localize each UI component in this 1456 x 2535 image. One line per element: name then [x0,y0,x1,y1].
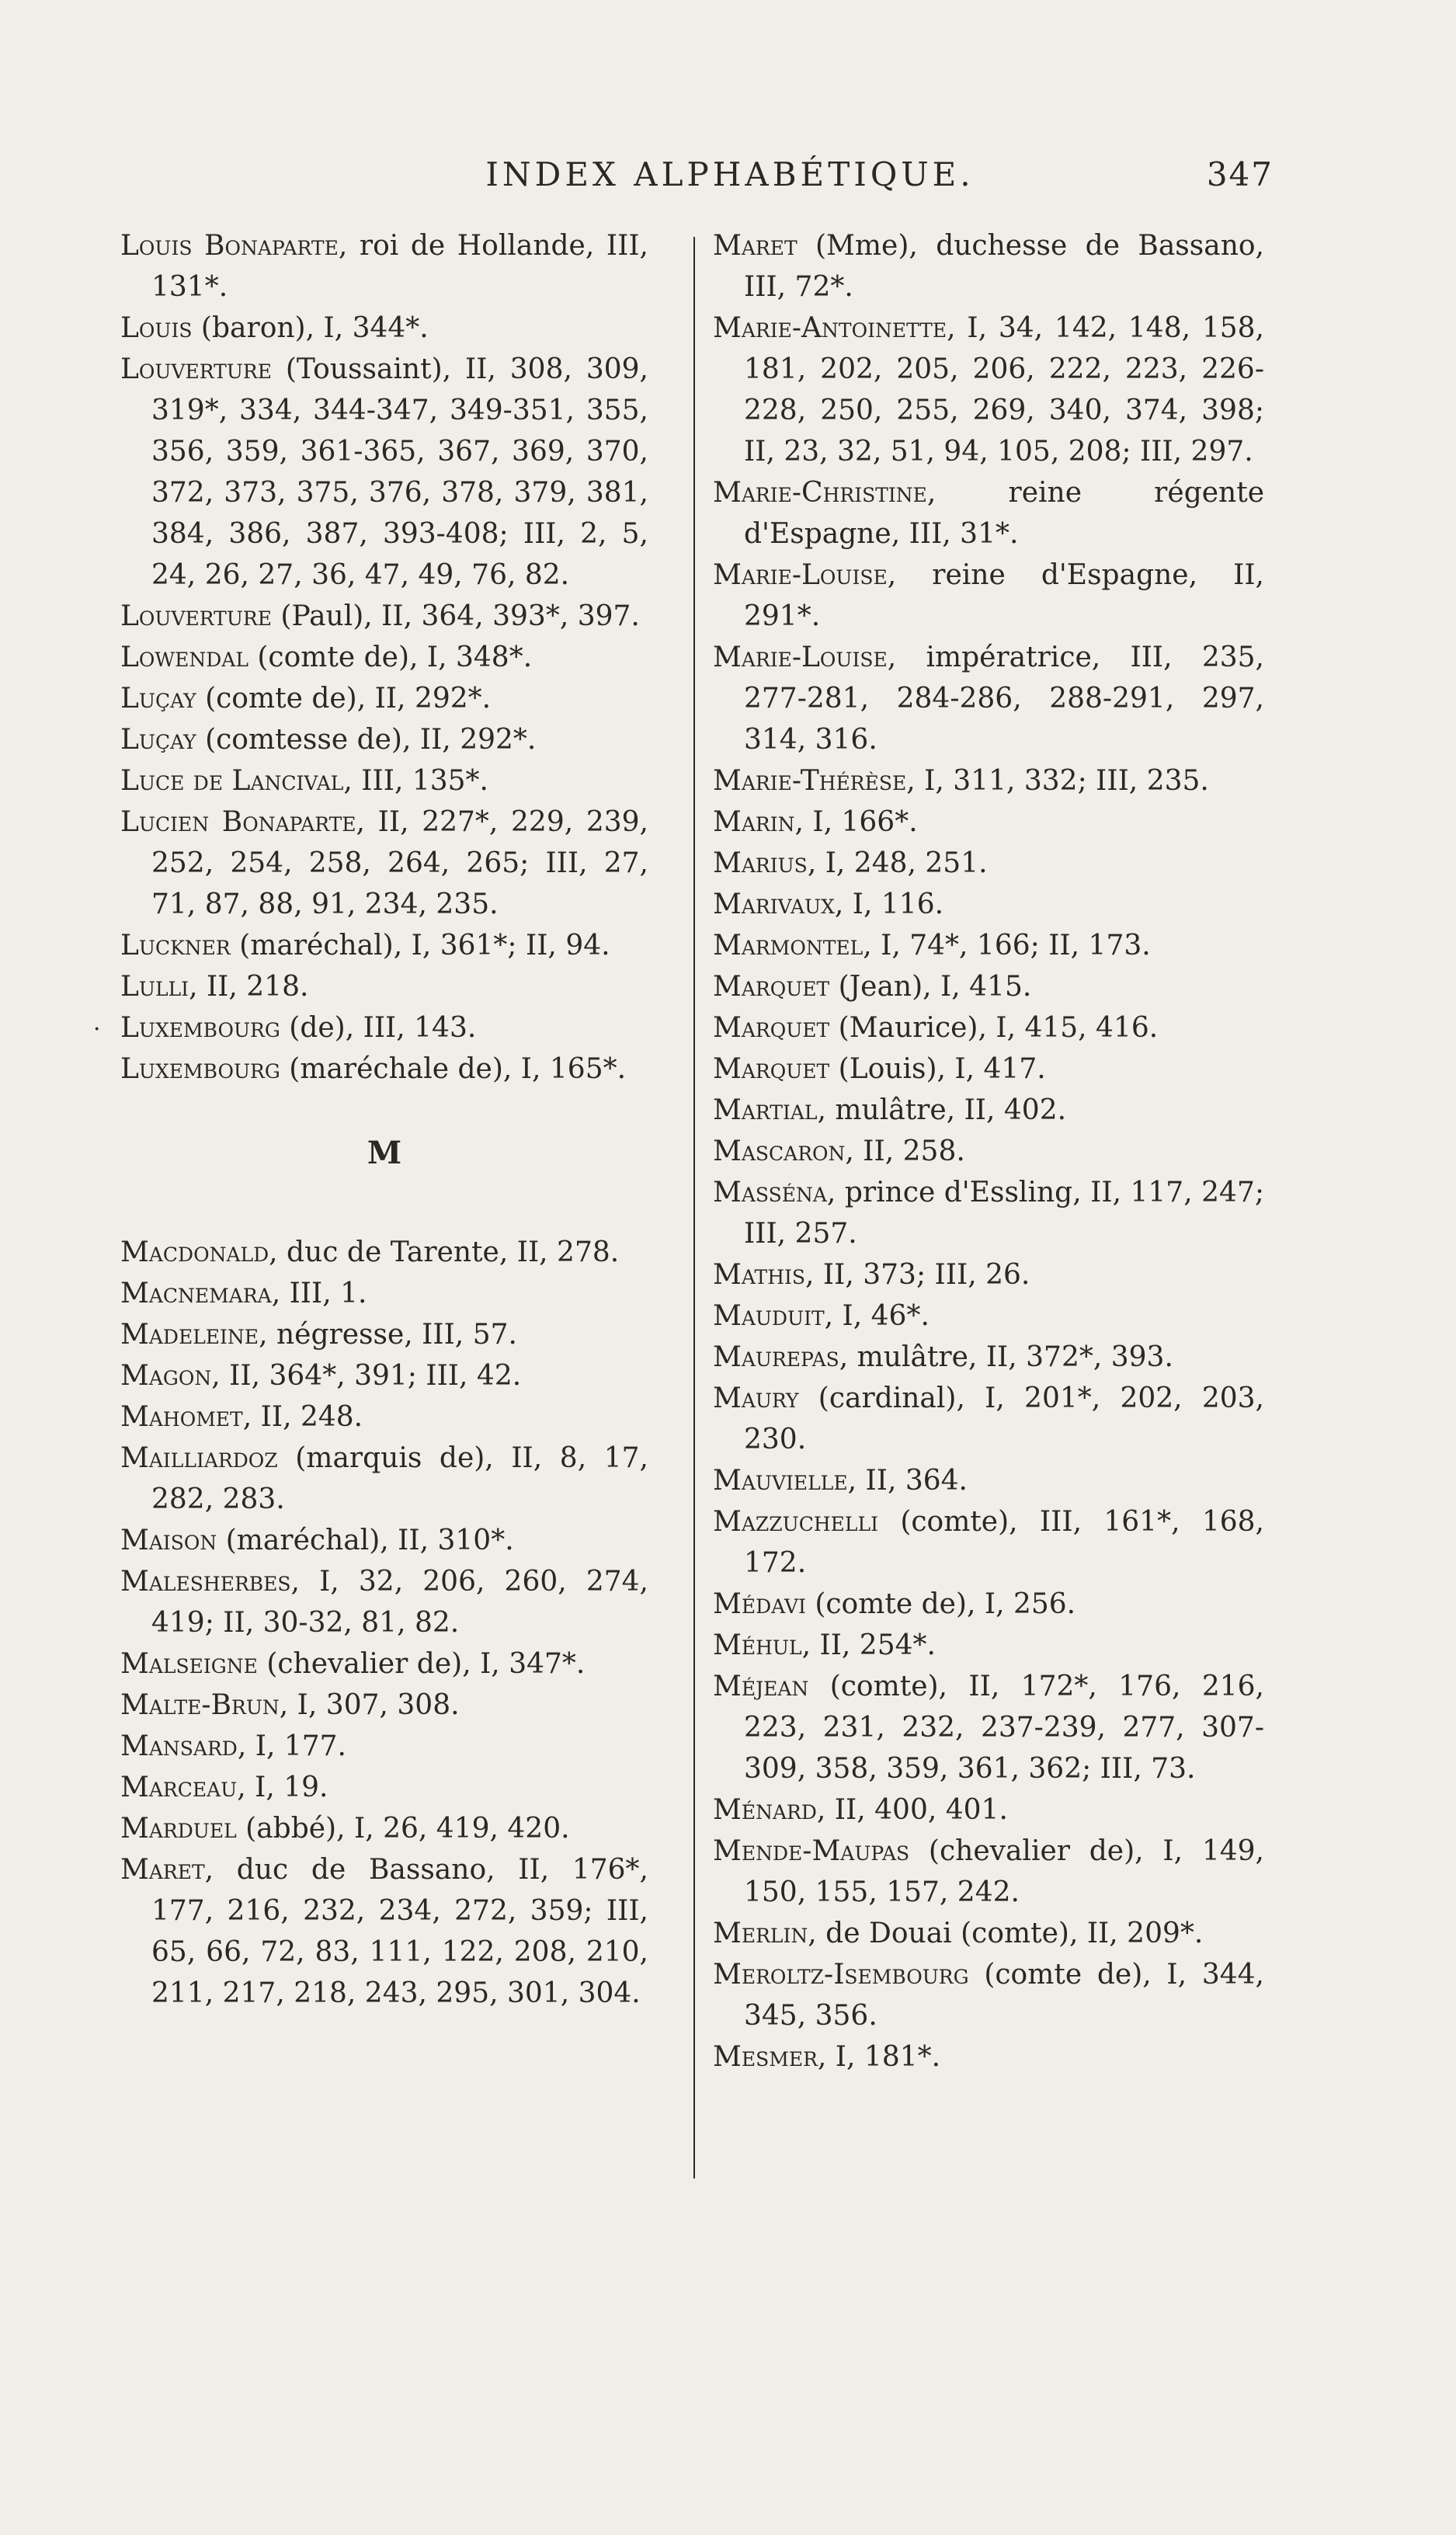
index-entry [713,637,1264,760]
entry-name: Lulli [120,971,189,1003]
index-entry [713,966,1264,1007]
index-entry [120,637,648,678]
index-entry [120,225,648,308]
entry-name: Mahomet [120,1401,243,1433]
entry-references: (baron), I, 344*. [192,312,429,344]
index-entry [713,1090,1264,1131]
entry-references: , I, 32, 206, 260, 274, 419; II, 30-32, 81, 82. [151,1566,648,1639]
entry-references: , de Douai (comte), II, 209*. [808,1918,1204,1949]
entry-references: , impératrice, III, 235, 277-281, 284-286, 288-291, 297, 314, 316. [744,642,1264,756]
index-entry [713,1048,1264,1090]
index-entry [120,1048,648,1090]
index-entry [120,1685,648,1726]
entry-references: , roi de Hollande, III, 131*. [151,230,648,303]
entry-name: Méhul [713,1629,802,1661]
index-entry [713,1295,1264,1337]
index-entry [713,1460,1264,1501]
entry-name: Mazzuchelli [713,1506,878,1538]
left-entries-m [120,1232,648,2014]
entry-name: Maret [120,1854,205,1886]
entry-references: (Louis), I, 417. [829,1053,1046,1085]
entry-references: , I, 307, 308. [279,1689,460,1721]
entry-references: , mulâtre, II, 402. [817,1094,1067,1126]
index-entry [120,1396,648,1438]
index-entry [713,802,1264,843]
entry-name: Louverture [120,353,272,385]
entry-references: , II, 218. [189,971,309,1003]
index-entry [713,843,1264,884]
entry-references: , I, 19. [237,1772,328,1803]
index-entry [120,349,648,596]
page-header [109,155,1274,210]
entry-references: , II, 364*, 391; III, 42. [211,1360,522,1392]
entry-name: Mende-Maupas [713,1835,910,1867]
entry-name: Marduel [120,1813,237,1845]
entry-name: Malte-Brun [120,1689,280,1721]
index-entry [120,1273,648,1314]
index-entry [120,1849,648,2014]
index-entry [120,802,648,925]
entry-name: Malesherbes [120,1566,291,1598]
entry-name: Luçay [120,683,196,715]
page-number: 347 [1206,155,1274,193]
entry-name: Lucien Bonaparte [120,806,356,838]
entry-name: Marie-Louise [713,642,888,673]
entry-references: (abbé), I, 26, 419, 420. [236,1813,570,1845]
entry-name: Luçay [120,724,196,756]
entry-references: , I, 46*. [824,1300,930,1332]
entry-name: Mansard [120,1730,238,1762]
entry-references: (comte de), I, 256. [805,1588,1076,1620]
entry-name: Marie-Thérèse [713,765,907,797]
entry-name: Louis Bonaparte [120,230,339,262]
entry-name: Mauvielle [713,1465,848,1497]
index-entry [120,1561,648,1643]
index-entry [713,1378,1264,1460]
index-entry [713,1625,1264,1666]
entry-references: , II, 258. [845,1135,965,1167]
index-entry [713,1789,1264,1831]
entry-references: (comte de), I, 344, 345, 356. [744,1959,1264,2032]
index-entry [713,225,1264,308]
entry-references: , I, 34, 142, 148, 158, 181, 202, 205, 206, 222, 223, 226-228, 250, 255, 269, 340, 374, 398; II, 23, 32, 51, 94, 105, 208; III, 297. [744,312,1264,468]
entry-references: , duc de Tarente, II, 278. [269,1236,620,1268]
entry-name: Luxembourg [120,1012,280,1044]
right-column [713,225,1264,2078]
index-entry [713,308,1264,472]
entry-references: , mulâtre, II, 372*, 393. [839,1341,1173,1373]
entry-references: , II, 373; III, 26. [805,1259,1030,1291]
entry-name: Maurepas [713,1341,839,1373]
index-entry [120,925,648,966]
index-entry [713,1172,1264,1254]
index-entry [120,1007,648,1048]
index-entry [713,1584,1264,1625]
entry-references: (Jean), I, 415. [829,971,1032,1003]
entry-name: Marquet [713,971,830,1003]
entry-references: (comte de), II, 292*. [196,683,492,715]
entry-references: (maréchale de), I, 165*. [280,1053,627,1085]
entry-name: Marie-Louise [713,559,888,591]
entry-name: Méjean [713,1671,809,1702]
index-entry [120,1726,648,1767]
entry-references: , reine d'Espagne, II, 291*. [744,559,1264,632]
entry-name: Marivaux [713,888,835,920]
index-entry [713,1954,1264,2036]
index-entry [713,1254,1264,1295]
entry-references: , II, 364. [847,1465,968,1497]
index-entry [713,1913,1264,1954]
entry-name: Meroltz-Isembourg [713,1959,969,1991]
index-entry [713,1501,1264,1584]
index-entry [120,719,648,760]
entry-name: Magon [120,1360,212,1392]
entry-name: Madeleine [120,1319,259,1351]
left-entries-l [120,225,648,1090]
index-entry [713,1337,1264,1378]
entry-name: Médavi [713,1588,806,1620]
entry-references: (comtesse de), II, 292*. [196,724,537,756]
entry-references: , I, 166*. [794,806,918,838]
index-entry [713,760,1264,802]
entry-references: , I, 116. [834,888,944,920]
entry-references: (de), III, 143. [280,1012,477,1044]
entry-name: Macnemara [120,1278,272,1309]
entry-name: Merlin [713,1918,808,1949]
entry-name: Mesmer [713,2041,818,2073]
index-entry [713,472,1264,555]
entry-references: (Maurice), I, 415, 416. [829,1012,1159,1044]
entry-name: Marin [713,806,795,838]
margin-mark: · [93,1016,101,1043]
entry-references: , prince d'Essling, II, 117, 247; III, 257. [744,1177,1264,1250]
entry-references: , III, 135*. [343,765,488,797]
index-entry [120,1808,648,1849]
entry-name: Mailliardoz [120,1442,278,1474]
entry-references: (Toussaint), II, 308, 309, 319*, 334, 344-347, 349-351, 355, 356, 359, 361-365, 367, 369, 370, 372, 373, 375, 376, 378, 379, 381, 384, 386, 387, 393-408; III, 2, 5, 24, 26, 27, 36, 47, 49, 76, 82. [151,353,648,591]
entry-references: (Mme), duchesse de Bassano, III, 72*. [744,230,1264,303]
entry-references: (comte), II, 172*, 176, 216, 223, 231, 232, 237-239, 277, 307-309, 358, 359, 361, 362; III, 73. [744,1671,1264,1785]
entry-name: Luce de Lancival [120,765,344,797]
entry-name: Lowendal [120,642,248,673]
entry-name: Martial [713,1094,818,1126]
entry-name: Marie-Antoinette [713,312,947,344]
index-entry [713,1831,1264,1913]
left-column [120,225,648,2014]
entry-references: , II, 248. [242,1401,363,1433]
entry-name: Louverture [120,600,272,632]
index-entry [713,925,1264,966]
entry-references: , I, 248, 251. [807,847,988,879]
entry-name: Maison [120,1525,217,1556]
entry-references: (marquis de), II, 8, 17, 282, 283. [151,1442,648,1515]
entry-name: Macdonald [120,1236,269,1268]
index-entry [120,1643,648,1685]
entry-name: Maret [713,230,797,262]
index-entry [713,1666,1264,1789]
index-entry [120,760,648,802]
entry-references: (maréchal), II, 310*. [217,1525,514,1556]
entry-references: , II, 254*. [801,1629,936,1661]
index-entry [713,884,1264,925]
entry-name: Mascaron [713,1135,846,1167]
entry-references: (Paul), II, 364, 393*, 397. [271,600,640,632]
index-entry [713,2036,1264,2078]
entry-name: Marie-Christine [713,477,927,509]
entry-references: (chevalier de), I, 347*. [257,1648,586,1680]
index-entry [713,555,1264,637]
entry-name: Luxembourg [120,1053,280,1085]
right-entries [713,225,1264,2078]
index-entry [120,1314,648,1355]
index-entry [120,678,648,719]
running-title: INDEX ALPHABÉTIQUE. [485,155,975,193]
entry-references: (comte de), I, 348*. [248,642,533,673]
index-entry [120,966,648,1007]
index-entry [120,1767,648,1808]
column-divider [693,237,695,2179]
section-letter: M [367,1135,402,1171]
entry-references: , duc de Bassano, II, 176*, 177, 216, 232, 234, 272, 359; III, 65, 66, 72, 83, 111, 122, 208, 210, 211, 217, 218, 243, 295, 301, 304. [151,1854,648,2009]
entry-references: , reine régente d'Espagne, III, 31*. [744,477,1264,550]
entry-references: (chevalier de), I, 149, 150, 155, 157, 242. [744,1835,1264,1908]
entry-references: , I, 311, 332; III, 235. [906,765,1209,797]
entry-references: (comte), III, 161*, 168, 172. [744,1506,1264,1579]
entry-name: Mauduit [713,1300,825,1332]
entry-name: Louis [120,312,193,344]
entry-references: (maréchal), I, 361*; II, 94. [230,930,610,961]
entry-name: Marquet [713,1012,830,1044]
index-entry [120,1232,648,1273]
entry-references: , II, 400, 401. [816,1794,1008,1826]
entry-references: , II, 227*, 229, 239, 252, 254, 258, 264, 265; III, 27, 71, 87, 88, 91, 234, 235. [151,806,648,920]
entry-name: Ménard [713,1794,817,1826]
entry-name: Marius [713,847,808,879]
index-entry [713,1131,1264,1172]
entry-name: Marquet [713,1053,830,1085]
index-entry [120,1520,648,1561]
entry-references: , III, 1. [271,1278,367,1309]
index-entry [120,1355,648,1396]
entry-name: Marmontel [713,930,864,961]
entry-references: , négresse, III, 57. [259,1319,517,1351]
index-entry [120,1438,648,1520]
entry-name: Masséna [713,1177,827,1208]
entry-references: , I, 177. [237,1730,346,1762]
entry-references: , I, 74*, 166; II, 173. [863,930,1151,961]
entry-name: Luckner [120,930,231,961]
entry-references: , I, 181*. [817,2041,941,2073]
index-entry [120,596,648,637]
entry-name: Marceau [120,1772,238,1803]
entry-name: Malseigne [120,1648,258,1680]
index-entry [713,1007,1264,1048]
entry-name: Mathis [713,1259,806,1291]
entry-references: (cardinal), I, 201*, 202, 203, 230. [744,1382,1264,1455]
index-entry [120,308,648,349]
entry-name: Maury [713,1382,799,1414]
